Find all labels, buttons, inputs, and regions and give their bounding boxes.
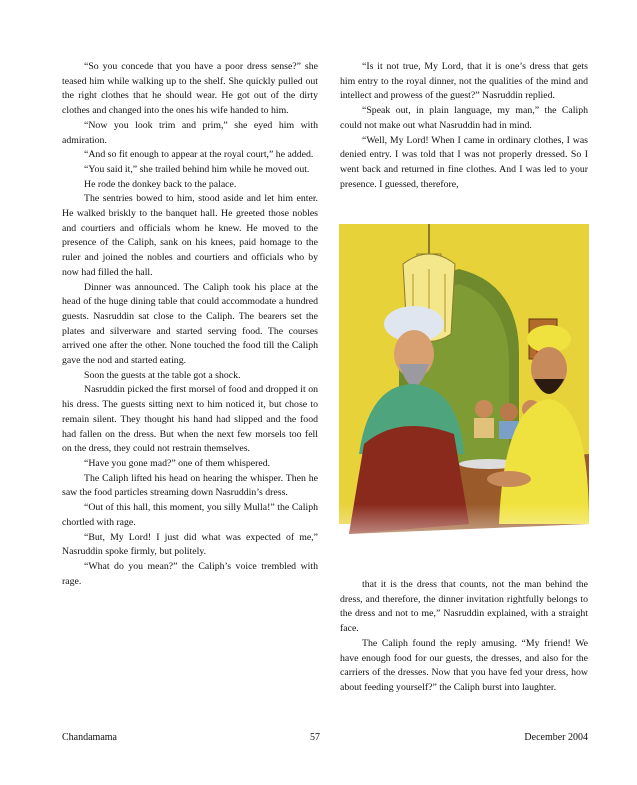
- right-bottom-paragraph: The Caliph found the reply amusing. “My friend! We have enough food for our guests, the dresses, and also for the carriers of the dresses. Now that you have fed your dress, how about feeding yourself?” the Caliph burst into laughter.: [340, 637, 588, 693]
- page-number: 57: [310, 732, 320, 743]
- left-paragraph: “And so fit enough to appear at the royal court,” he added.: [84, 149, 314, 161]
- left-paragraph: “What do you mean?” the Caliph’s voice trembled with rage.: [62, 560, 318, 587]
- right-top-paragraph: “Is it not true, My Lord, that it is one’s dress that gets him entry to the royal dinner, not the qualities of the mind and intellect and prowess of the guest?” Nasruddin replied.: [340, 61, 588, 102]
- left-paragraph: The Caliph lifted his head on hearing the whisper. Then he saw the food particles streaming down Nasruddin’s dress.: [62, 472, 318, 499]
- left-column: [62, 60, 318, 589]
- right-column-bottom: [340, 578, 588, 696]
- left-paragraph: Nasruddin picked the first morsel of food and dropped it on his dress. The guests sitting next to him noticed it, but chose to remain silent. They thought his hand had slipped and the food had fallen on the dress. But when the next few morsels too fell on the dress, they could not restrain themselves.: [62, 384, 318, 455]
- left-paragraph: Dinner was announced. The Caliph took his place at the head of the huge dining table that could accommodate a hundred guests. Nasruddin sat close to the Caliph. The bearers set the plates and silverware and started serving food. The courses arrived one after the other. None touched the food till the Caliph gave the nod and started eating.: [62, 281, 318, 367]
- left-paragraph: “You said it,” she trailed behind him while he moved out.: [84, 163, 310, 175]
- left-paragraph: “Now you look trim and prim,” she eyed him with admiration.: [62, 119, 318, 146]
- issue-date: December 2004: [524, 732, 588, 743]
- right-top-paragraph: “Well, My Lord! When I came in ordinary clothes, I was denied entry. I was told that I was not properly dressed. So I went back and returned in fine clothes. And I was led to your presence. I guessed, therefore,: [340, 134, 588, 190]
- left-paragraph: The sentries bowed to him, stood aside and let him enter. He walked briskly to the banquet hall. He greeted those nobles and courtiers and officials whom he knew. He moved to the presence of the Caliph, sank on his knees, paid homage to the ruler and joined the nobles and courtiers and officials who by now had filled the hall.: [62, 193, 318, 278]
- left-paragraph: “Out of this hall, this moment, you silly Mulla!” the Caliph chortled with rage.: [62, 502, 318, 528]
- right-bottom-paragraph: that it is the dress that counts, not the man behind the dress, and therefore, the dinner invitation rightfully belongs to the dress and not to me,” Nasruddin explained, with a straight face.: [340, 579, 588, 635]
- banquet-illustration: [339, 224, 589, 574]
- magazine-name: Chandamama: [62, 732, 117, 743]
- left-paragraph: Soon the guests at the table got a shock.: [84, 369, 241, 381]
- right-top-paragraph: “Speak out, in plain language, my man,” the Caliph could not make out what Nasruddin had in mind.: [340, 105, 588, 131]
- left-paragraph: “So you concede that you have a poor dress sense?” she teased him while walking up to the shelf. She quickly pulled out the right clothes that he should wear. He got out of the dirty clothes and changed into the ones his wife handed to him.: [62, 61, 318, 117]
- right-column-top: [340, 60, 588, 192]
- left-paragraph: “But, My Lord! I just did what was expected of me,” Nasruddin spoke firmly, but politely.: [62, 531, 318, 558]
- left-paragraph: He rode the donkey back to the palace.: [84, 178, 237, 190]
- left-paragraph: “Have you gone mad?” one of them whispered.: [84, 457, 271, 469]
